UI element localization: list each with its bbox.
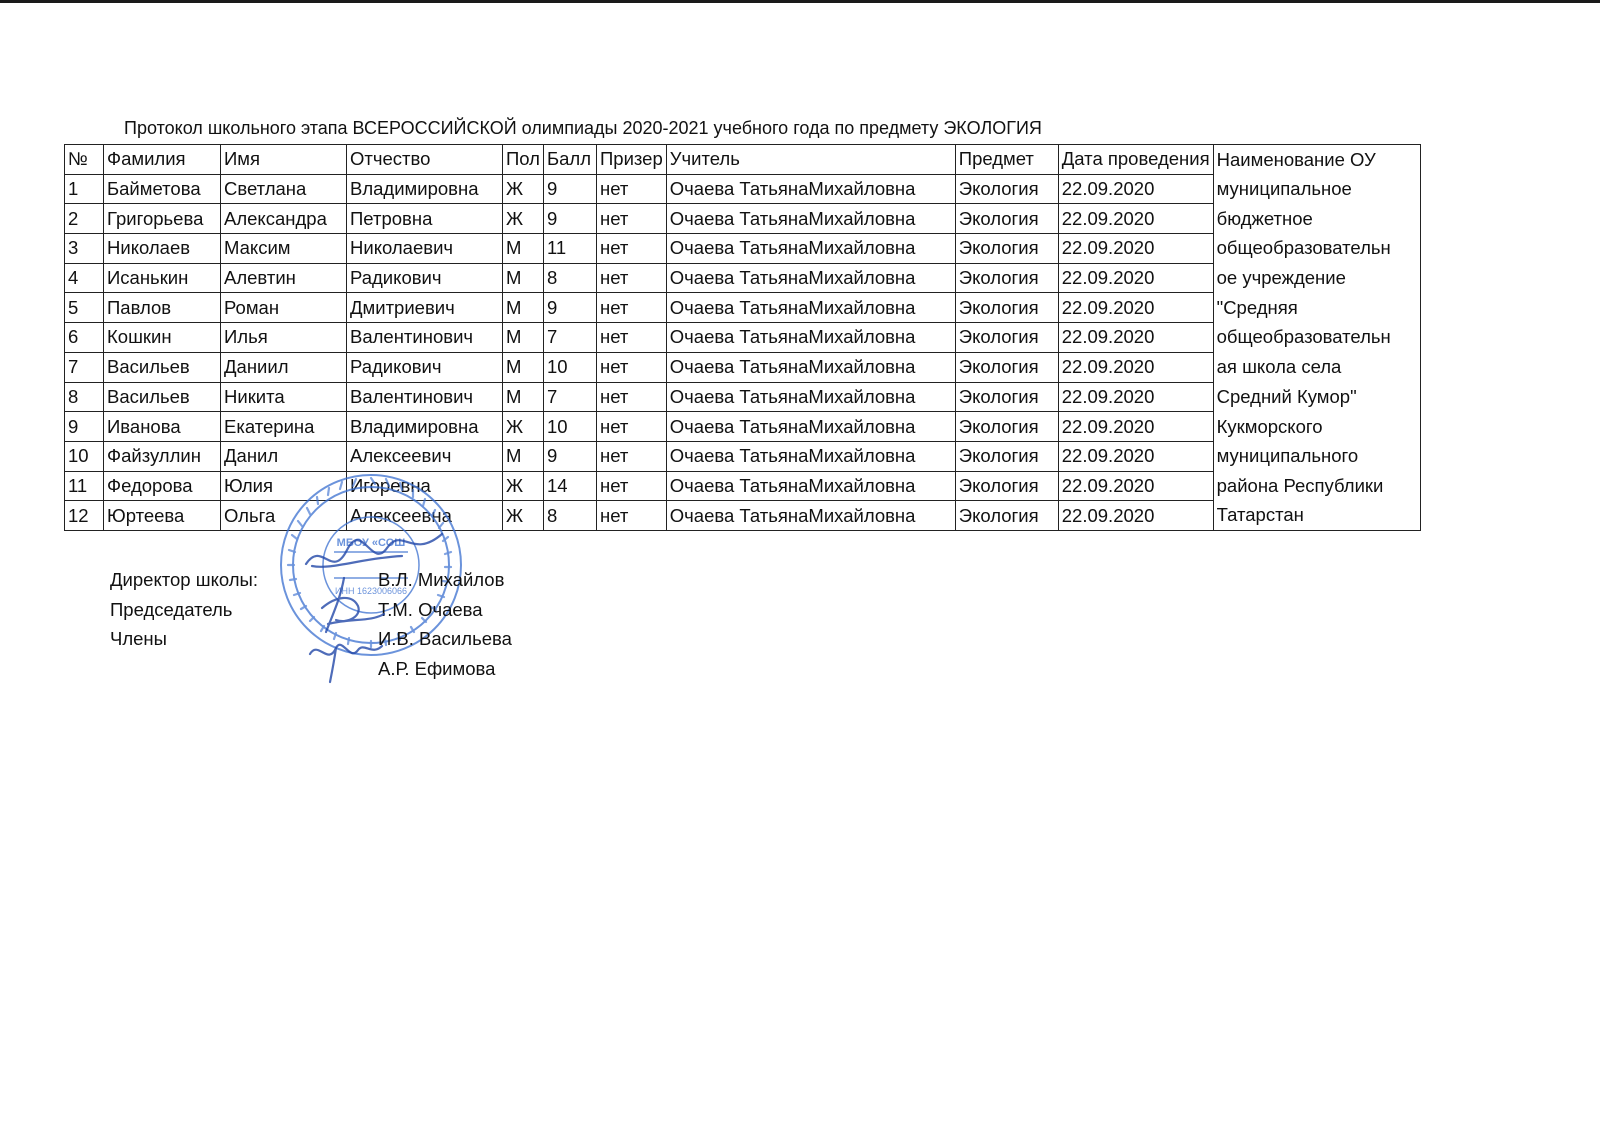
cell-score: 10 <box>543 352 596 382</box>
cell-number: 10 <box>65 441 104 471</box>
header-date: Дата проведения <box>1058 145 1213 175</box>
cell-date: 22.09.2020 <box>1058 263 1213 293</box>
table-row <box>65 501 1421 531</box>
cell-prize: нет <box>596 441 666 471</box>
cell-surname: Васильев <box>104 382 221 412</box>
cell-teacher: Очаева ТатьянаМихайловна <box>666 501 955 531</box>
cell-date: 22.09.2020 <box>1058 382 1213 412</box>
cell-subject: Экология <box>955 471 1058 501</box>
cell-name: Никита <box>221 382 347 412</box>
header-surname: Фамилия <box>104 145 221 175</box>
cell-number: 2 <box>65 204 104 234</box>
cell-teacher: Очаева ТатьянаМихайловна <box>666 441 955 471</box>
header-teacher: Учитель <box>666 145 955 175</box>
cell-surname: Файзуллин <box>104 441 221 471</box>
cell-prize: нет <box>596 234 666 264</box>
cell-number: 11 <box>65 471 104 501</box>
cell-name: Ольга <box>221 501 347 531</box>
header-name: Имя <box>221 145 347 175</box>
header-patronymic: Отчество <box>347 145 503 175</box>
table-row <box>65 441 1421 471</box>
cell-teacher: Очаева ТатьянаМихайловна <box>666 352 955 382</box>
table-row <box>65 293 1421 323</box>
cell-date: 22.09.2020 <box>1058 441 1213 471</box>
cell-name: Екатерина <box>221 412 347 442</box>
cell-sex: М <box>503 382 544 412</box>
cell-subject: Экология <box>955 441 1058 471</box>
signature-name: А.Р. Ефимова <box>378 657 496 679</box>
table-header-row <box>65 145 1421 175</box>
cell-subject: Экология <box>955 382 1058 412</box>
cell-prize: нет <box>596 471 666 501</box>
cell-subject: Экология <box>955 174 1058 204</box>
cell-sex: М <box>503 234 544 264</box>
cell-school-line: Кукморского <box>1213 412 1420 442</box>
cell-teacher: Очаева ТатьянаМихайловна <box>666 382 955 412</box>
cell-surname: Иванова <box>104 412 221 442</box>
signature-name: В.Л. Михайлов <box>378 569 505 590</box>
cell-name: Максим <box>221 234 347 264</box>
cell-subject: Экология <box>955 293 1058 323</box>
cell-sex: Ж <box>503 204 544 234</box>
cell-surname: Николаев <box>104 234 221 264</box>
cell-subject: Экология <box>955 412 1058 442</box>
cell-name: Светлана <box>221 174 347 204</box>
handwritten-signatures <box>292 520 452 690</box>
cell-date: 22.09.2020 <box>1058 174 1213 204</box>
cell-teacher: Очаева ТатьянаМихайловна <box>666 174 955 204</box>
cell-name: Роман <box>221 293 347 323</box>
cell-date: 22.09.2020 <box>1058 471 1213 501</box>
cell-school-line: бюджетное <box>1213 204 1420 234</box>
cell-surname: Байметова <box>104 174 221 204</box>
cell-date: 22.09.2020 <box>1058 293 1213 323</box>
cell-patronymic: Петровна <box>347 204 503 234</box>
cell-score: 9 <box>543 204 596 234</box>
cell-subject: Экология <box>955 263 1058 293</box>
header-sex: Пол <box>503 145 544 175</box>
cell-surname: Павлов <box>104 293 221 323</box>
cell-patronymic: Игоревна <box>347 471 503 501</box>
cell-name: Данил <box>221 441 347 471</box>
cell-number: 5 <box>65 293 104 323</box>
cell-patronymic: Дмитриевич <box>347 293 503 323</box>
cell-school-line: района Республики <box>1213 471 1420 501</box>
cell-prize: нет <box>596 501 666 531</box>
table-row <box>65 263 1421 293</box>
cell-score: 9 <box>543 293 596 323</box>
cell-prize: нет <box>596 382 666 412</box>
signature-name: И.В. Васильева <box>378 628 512 649</box>
cell-prize: нет <box>596 293 666 323</box>
cell-sex: Ж <box>503 412 544 442</box>
cell-surname: Исанькин <box>104 263 221 293</box>
cell-patronymic: Владимировна <box>347 412 503 442</box>
cell-teacher: Очаева ТатьянаМихайловна <box>666 293 955 323</box>
cell-sex: М <box>503 441 544 471</box>
cell-subject: Экология <box>955 352 1058 382</box>
cell-subject: Экология <box>955 323 1058 353</box>
cell-score: 11 <box>543 234 596 264</box>
cell-prize: нет <box>596 412 666 442</box>
cell-number: 8 <box>65 382 104 412</box>
cell-school-line: ое учреждение <box>1213 263 1420 293</box>
cell-sex: Ж <box>503 174 544 204</box>
signature-role: Председатель <box>110 598 233 620</box>
table-row <box>65 382 1421 412</box>
page-top-edge <box>0 0 1600 3</box>
page-title: Протокол школьного этапа ВСЕРОССИЙСКОЙ олимпиады 2020-2021 учебного года по предмету ЭКОЛОГИЯ <box>124 118 1042 138</box>
cell-sex: М <box>503 263 544 293</box>
cell-score: 9 <box>543 441 596 471</box>
cell-school-line: ая школа села <box>1213 352 1420 382</box>
cell-prize: нет <box>596 352 666 382</box>
cell-patronymic: Алексеевич <box>347 441 503 471</box>
stamp-inn-text: ИНН 1623006066 <box>334 586 408 596</box>
table-body <box>65 174 1421 530</box>
header-school: Наименование ОУ <box>1213 145 1420 175</box>
cell-date: 22.09.2020 <box>1058 234 1213 264</box>
table-row <box>65 323 1421 353</box>
cell-date: 22.09.2020 <box>1058 204 1213 234</box>
table-row <box>65 352 1421 382</box>
cell-subject: Экология <box>955 501 1058 531</box>
header-number: № <box>65 145 104 175</box>
cell-teacher: Очаева ТатьянаМихайловна <box>666 204 955 234</box>
cell-name: Алевтин <box>221 263 347 293</box>
cell-prize: нет <box>596 263 666 293</box>
cell-name: Даниил <box>221 352 347 382</box>
table-row <box>65 471 1421 501</box>
cell-teacher: Очаева ТатьянаМихайловна <box>666 412 955 442</box>
cell-sex: М <box>503 352 544 382</box>
cell-school-line: общеобразовательн <box>1213 234 1420 264</box>
cell-school-line: муниципального <box>1213 441 1420 471</box>
cell-score: 9 <box>543 174 596 204</box>
cell-patronymic: Радикович <box>347 352 503 382</box>
cell-date: 22.09.2020 <box>1058 501 1213 531</box>
cell-school-line: "Средняя <box>1213 293 1420 323</box>
cell-score: 7 <box>543 382 596 412</box>
cell-subject: Экология <box>955 234 1058 264</box>
cell-surname: Кошкин <box>104 323 221 353</box>
table-row <box>65 204 1421 234</box>
cell-patronymic: Валентинович <box>347 323 503 353</box>
cell-prize: нет <box>596 323 666 353</box>
cell-patronymic: Радикович <box>347 263 503 293</box>
results-table <box>64 144 1421 531</box>
cell-number: 6 <box>65 323 104 353</box>
cell-teacher: Очаева ТатьянаМихайловна <box>666 263 955 293</box>
cell-sex: Ж <box>503 501 544 531</box>
cell-number: 12 <box>65 501 104 531</box>
cell-school-line: общеобразовательн <box>1213 323 1420 353</box>
cell-score: 14 <box>543 471 596 501</box>
signature-role: Директор школы: <box>110 569 258 590</box>
stamp-center-text: МБОУ «СОШ <box>336 537 406 549</box>
header-score: Балл <box>543 145 596 175</box>
cell-name: Илья <box>221 323 347 353</box>
cell-patronymic: Николаевич <box>347 234 503 264</box>
cell-teacher: Очаева ТатьянаМихайловна <box>666 471 955 501</box>
cell-surname: Юртеева <box>104 501 221 531</box>
signature-name: Т.М. Очаева <box>378 598 483 620</box>
cell-date: 22.09.2020 <box>1058 323 1213 353</box>
cell-teacher: Очаева ТатьянаМихайловна <box>666 234 955 264</box>
cell-subject: Экология <box>955 204 1058 234</box>
cell-patronymic: Алексеевна <box>347 501 503 531</box>
cell-name: Юлия <box>221 471 347 501</box>
cell-prize: нет <box>596 204 666 234</box>
cell-number: 9 <box>65 412 104 442</box>
cell-sex: М <box>503 293 544 323</box>
cell-name: Александра <box>221 204 347 234</box>
cell-number: 7 <box>65 352 104 382</box>
cell-score: 8 <box>543 501 596 531</box>
cell-surname: Васильев <box>104 352 221 382</box>
cell-sex: М <box>503 323 544 353</box>
cell-number: 4 <box>65 263 104 293</box>
cell-number: 3 <box>65 234 104 264</box>
cell-school-line: Татарстан <box>1213 501 1420 531</box>
cell-surname: Федорова <box>104 471 221 501</box>
cell-prize: нет <box>596 174 666 204</box>
cell-school-line: муниципальное <box>1213 174 1420 204</box>
cell-patronymic: Валентинович <box>347 382 503 412</box>
cell-date: 22.09.2020 <box>1058 352 1213 382</box>
table-row <box>65 174 1421 204</box>
table-row <box>65 234 1421 264</box>
header-prize: Призер <box>596 145 666 175</box>
cell-school-line: Средний Кумор" <box>1213 382 1420 412</box>
cell-score: 10 <box>543 412 596 442</box>
table-row <box>65 412 1421 442</box>
cell-surname: Григорьева <box>104 204 221 234</box>
header-subject: Предмет <box>955 145 1058 175</box>
cell-score: 7 <box>543 323 596 353</box>
cell-number: 1 <box>65 174 104 204</box>
cell-score: 8 <box>543 263 596 293</box>
signature-role: Члены <box>110 628 167 649</box>
cell-patronymic: Владимировна <box>347 174 503 204</box>
cell-date: 22.09.2020 <box>1058 412 1213 442</box>
cell-sex: Ж <box>503 471 544 501</box>
cell-teacher: Очаева ТатьянаМихайловна <box>666 323 955 353</box>
